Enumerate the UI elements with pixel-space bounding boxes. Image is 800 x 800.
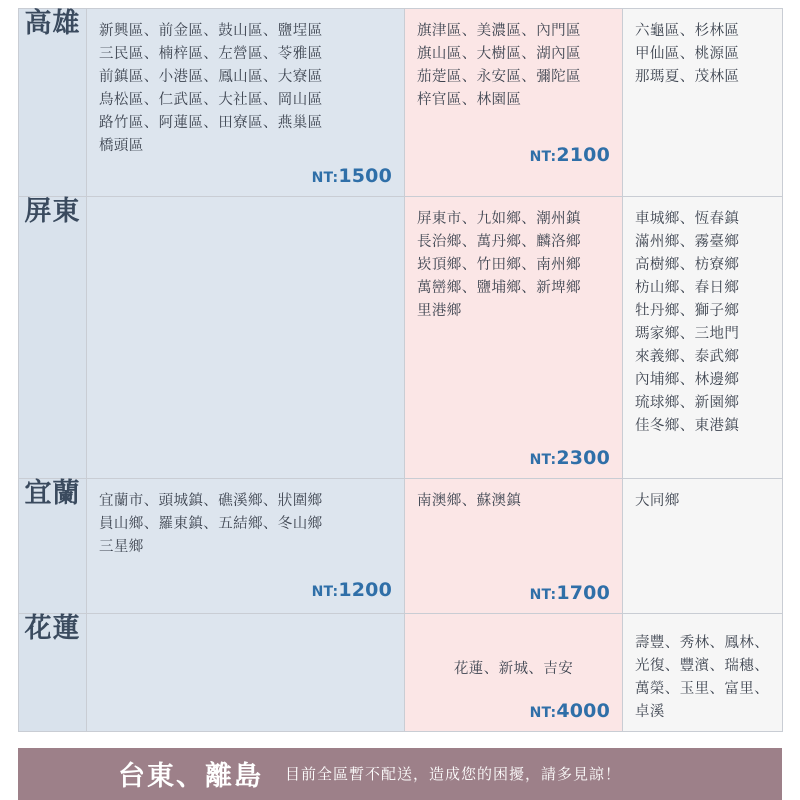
area-line: 旗山區、大樹區、湖內區 bbox=[417, 45, 581, 62]
area-line: 瑪家鄉、三地門 bbox=[635, 325, 740, 342]
area-line: 宜蘭市、頭城鎮、礁溪鄉、狀圍鄉 bbox=[99, 492, 323, 509]
area-line: 琉球鄉、新園鄉 bbox=[635, 394, 740, 411]
zone-name-cell bbox=[19, 197, 87, 479]
price-currency: NT: bbox=[529, 586, 557, 603]
area-line: 崁頂鄉、竹田鄉、南州鄉 bbox=[417, 257, 581, 274]
price-currency: NT: bbox=[529, 704, 557, 721]
price-value: 1500 bbox=[338, 165, 392, 188]
price-label bbox=[87, 565, 404, 610]
price-currency: NT: bbox=[529, 451, 557, 468]
area-line: 三民區、楠梓區、左營區、苓雅區 bbox=[99, 45, 323, 62]
area-list bbox=[99, 20, 392, 157]
price-currency: NT: bbox=[529, 148, 557, 165]
area-list bbox=[635, 490, 770, 513]
area-line: 前鎮區、小港區、鳳山區、大寮區 bbox=[99, 68, 323, 85]
area-list bbox=[99, 490, 392, 559]
area-line: 佳冬鄉、東港鎮 bbox=[635, 417, 740, 434]
price-value: 2100 bbox=[556, 143, 610, 166]
area-line: 路竹區、阿蓮區、田寮區、燕巢區 bbox=[99, 114, 323, 131]
area-line: 長治鄉、萬丹鄉、麟洛鄉 bbox=[417, 234, 581, 251]
zone-tier-cell bbox=[405, 197, 623, 479]
area-line: 內埔鄉、林邊鄉 bbox=[635, 371, 740, 388]
price-label bbox=[405, 694, 622, 731]
area-line: 橋頭區 bbox=[99, 137, 144, 154]
shipping-zone-table bbox=[18, 8, 783, 732]
price-value: 2300 bbox=[556, 446, 610, 469]
price-label bbox=[405, 329, 622, 478]
zone-tier-cell bbox=[623, 197, 783, 479]
zone-name-cell bbox=[19, 478, 87, 613]
empty-cell bbox=[87, 197, 404, 236]
area-line: 光復、豐濱、瑞穗、 bbox=[635, 657, 770, 674]
area-line: 南澳鄉、蘇澳鎮 bbox=[417, 492, 522, 509]
area-line: 甲仙區、桃源區 bbox=[635, 45, 740, 62]
area-line: 屏東市、九如鄉、潮州鎮 bbox=[417, 211, 581, 228]
table-row bbox=[19, 613, 783, 731]
price-value: 1700 bbox=[556, 581, 610, 604]
area-line: 來義鄉、泰武鄉 bbox=[635, 348, 740, 365]
area-list bbox=[417, 20, 610, 112]
area-line: 萬榮、玉里、富里、 bbox=[635, 680, 770, 697]
price-label bbox=[87, 163, 404, 196]
area-line: 新興區、前金區、鼓山區、鹽埕區 bbox=[99, 23, 323, 39]
area-list bbox=[635, 20, 770, 89]
area-list bbox=[635, 208, 770, 437]
area-line: 那瑪夏、茂林區 bbox=[635, 68, 740, 85]
zone-tier-cell bbox=[87, 613, 405, 731]
area-line: 三星鄉 bbox=[99, 538, 144, 555]
area-line: 車城鄉、恆春鎮 bbox=[635, 211, 740, 228]
area-line: 大同鄉 bbox=[635, 492, 680, 509]
area-line: 花蓮、新城、吉安 bbox=[453, 660, 574, 677]
price-currency: NT: bbox=[311, 170, 339, 187]
area-line: 滿州鄉、霧臺鄉 bbox=[635, 234, 740, 251]
zone-name: 花蓮 bbox=[24, 612, 81, 644]
area-line: 員山鄉、羅東鎮、五結鄉、冬山鄉 bbox=[99, 515, 323, 532]
empty-cell bbox=[87, 614, 404, 653]
zone-name: 屏東 bbox=[24, 196, 81, 228]
area-line: 鳥松區、仁武區、大社區、岡山區 bbox=[99, 91, 323, 108]
price-label bbox=[405, 526, 622, 613]
area-line: 高樹鄉、枋寮鄉 bbox=[635, 257, 740, 274]
table-row bbox=[19, 478, 783, 613]
area-line: 牡丹鄉、獅子鄉 bbox=[635, 303, 740, 320]
zone-tier-cell bbox=[87, 9, 405, 197]
zone-tier-cell bbox=[405, 613, 623, 731]
area-line: 卓溪 bbox=[635, 703, 665, 720]
area-list bbox=[417, 658, 610, 681]
area-line: 旗津區、美濃區、內門區 bbox=[417, 23, 581, 39]
area-line: 枋山鄉、春日鄉 bbox=[635, 280, 740, 297]
area-line: 梓官區、林園區 bbox=[417, 91, 522, 108]
area-list bbox=[635, 632, 770, 724]
zone-name: 高雄 bbox=[24, 8, 81, 39]
zone-tier-cell bbox=[87, 197, 405, 479]
no-delivery-note: 目前全區暫不配送，造成您的困擾，請多見諒！ bbox=[285, 765, 622, 784]
no-delivery-title: 台東、離島 bbox=[118, 761, 263, 793]
price-currency: NT: bbox=[311, 583, 339, 600]
area-list bbox=[417, 490, 610, 513]
area-line: 壽豐、秀林、鳳林、 bbox=[635, 634, 770, 651]
zone-tier-cell bbox=[623, 478, 783, 613]
table-row bbox=[19, 9, 783, 197]
zone-tier-cell bbox=[623, 9, 783, 197]
zone-tier-cell bbox=[623, 613, 783, 731]
table-row bbox=[19, 197, 783, 479]
area-list bbox=[417, 208, 610, 323]
area-line: 里港鄉 bbox=[417, 303, 462, 320]
zone-name: 宜蘭 bbox=[24, 477, 81, 509]
area-line: 萬巒鄉、鹽埔鄉、新埤鄉 bbox=[417, 280, 581, 297]
price-label bbox=[405, 118, 622, 175]
zone-name-cell bbox=[19, 613, 87, 731]
price-value: 1200 bbox=[338, 578, 392, 601]
area-line: 茄萣區、永安區、彌陀區 bbox=[417, 68, 581, 85]
no-delivery-banner bbox=[18, 748, 782, 800]
zone-tier-cell bbox=[405, 478, 623, 613]
zone-name-cell bbox=[19, 9, 87, 197]
area-line: 六龜區、杉林區 bbox=[635, 23, 740, 39]
zone-tier-cell bbox=[87, 478, 405, 613]
zone-tier-cell bbox=[405, 9, 623, 197]
price-value: 4000 bbox=[556, 699, 610, 722]
